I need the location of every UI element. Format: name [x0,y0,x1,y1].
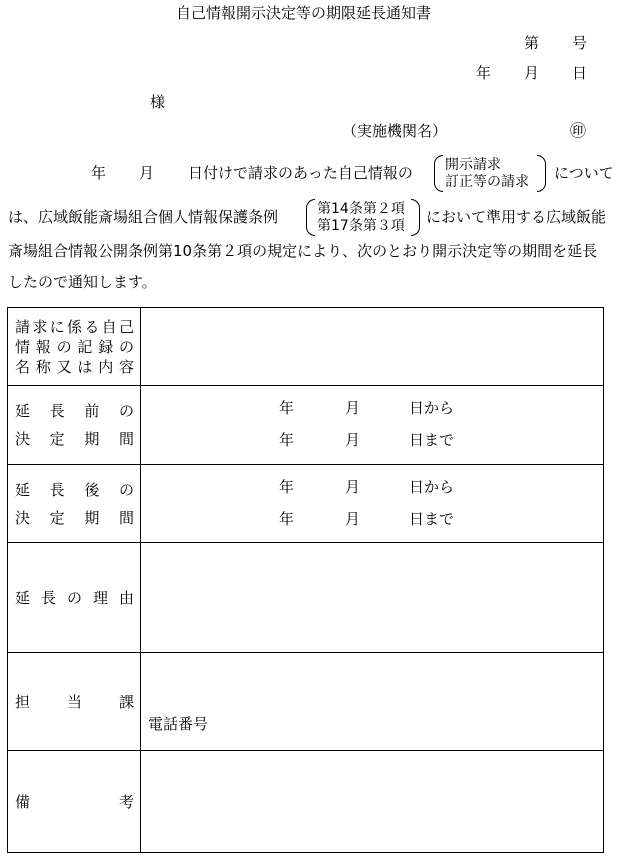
table-row-reason [8,543,604,653]
period-until: 日まで [409,431,455,449]
phone-number-label: 電話番号 [148,715,209,733]
issuer-label: （実施機関名） [342,122,448,140]
period-year: 年 [279,431,295,449]
period-month: 月 [345,509,361,528]
period-before-label-cell [8,386,141,465]
extension-table [7,307,604,853]
period-year: 年 [279,477,295,496]
reason-label-cell [8,543,141,653]
period-after-from [141,478,603,498]
reason-value-cell[interactable] [141,543,604,653]
body-line2-head: は、広域飯能斎場組合個人情報保護条例 [8,208,279,226]
body-line3: 斎場組合情報公開条例第10条第２項の規定により、次のとおり開示決定等の期間を延長 [8,242,598,260]
date-month-label: 月 [524,64,540,82]
period-until: 日まで [409,509,455,528]
department-label-cell [8,653,141,751]
date-day-label: 日 [572,64,588,82]
seal-mark: ㊞ [570,121,587,140]
table-row-period-after [8,465,604,543]
body-line4: したので通知します。 [8,273,157,291]
period-year: 年 [279,509,295,528]
period-month: 月 [345,431,361,449]
period-year: 年 [279,399,295,417]
record-name-label-cell [8,308,141,386]
remarks-label-cell [8,751,141,853]
period-before-value-cell[interactable] [141,386,604,465]
period-after-label-line-1: 延 長 後 の [15,480,134,499]
body-month: 月 [139,164,155,182]
period-month: 月 [345,477,361,496]
body-line1-tail: について [554,164,614,182]
record-name-value-cell[interactable] [141,308,604,386]
option-disclosure-request: 開示請求 [445,157,501,173]
table-row-record [8,308,604,386]
remarks-value-cell[interactable] [141,751,604,853]
article-bracket [306,199,420,236]
body-line1-text: 日付けで請求のあった自己情報の [188,164,413,182]
period-from: 日から [409,477,455,496]
record-label-line-3: 名 称 又 は 内 容 [15,357,134,376]
period-before-label-line-2: 決 定 期 間 [15,430,134,448]
period-before-label-line-1: 延 長 前 の [15,402,134,420]
request-type-bracket [434,155,546,192]
period-before-until [141,431,603,451]
option-article-17: 第17条第３項 [317,218,405,234]
addressee-honorific: 様 [150,93,166,111]
table-row-remarks [8,751,604,853]
period-after-until [141,510,603,530]
remarks-label: 備 考 [15,792,134,811]
date-year-label: 年 [476,64,492,82]
option-article-14: 第14条第２項 [317,201,405,217]
table-row-period-before [8,386,604,465]
body-line2-tail: において準用する広域飯能 [426,208,607,226]
period-after-label-line-2: 決 定 期 間 [15,508,134,527]
option-correction-request: 訂正等の請求 [445,174,529,190]
period-from: 日から [409,399,455,417]
department-label: 担 当 課 [15,692,134,711]
reason-label: 延 長 の 理 由 [15,588,134,607]
number-suffix: 号 [572,34,588,52]
period-after-label-cell [8,465,141,543]
table-row-department [8,653,604,751]
period-before-from [141,399,603,419]
period-month: 月 [345,399,361,417]
record-label-line-2: 情 報 の 記 録 の [15,337,134,356]
record-label-line-1: 請 求 に 係 る 自 己 [15,317,134,336]
number-label: 第 [524,34,540,52]
document-title: 自己情報開示決定等の期限延長通知書 [176,4,432,22]
department-value-cell[interactable] [141,653,604,751]
period-after-value-cell[interactable] [141,465,604,543]
body-year: 年 [91,164,107,182]
